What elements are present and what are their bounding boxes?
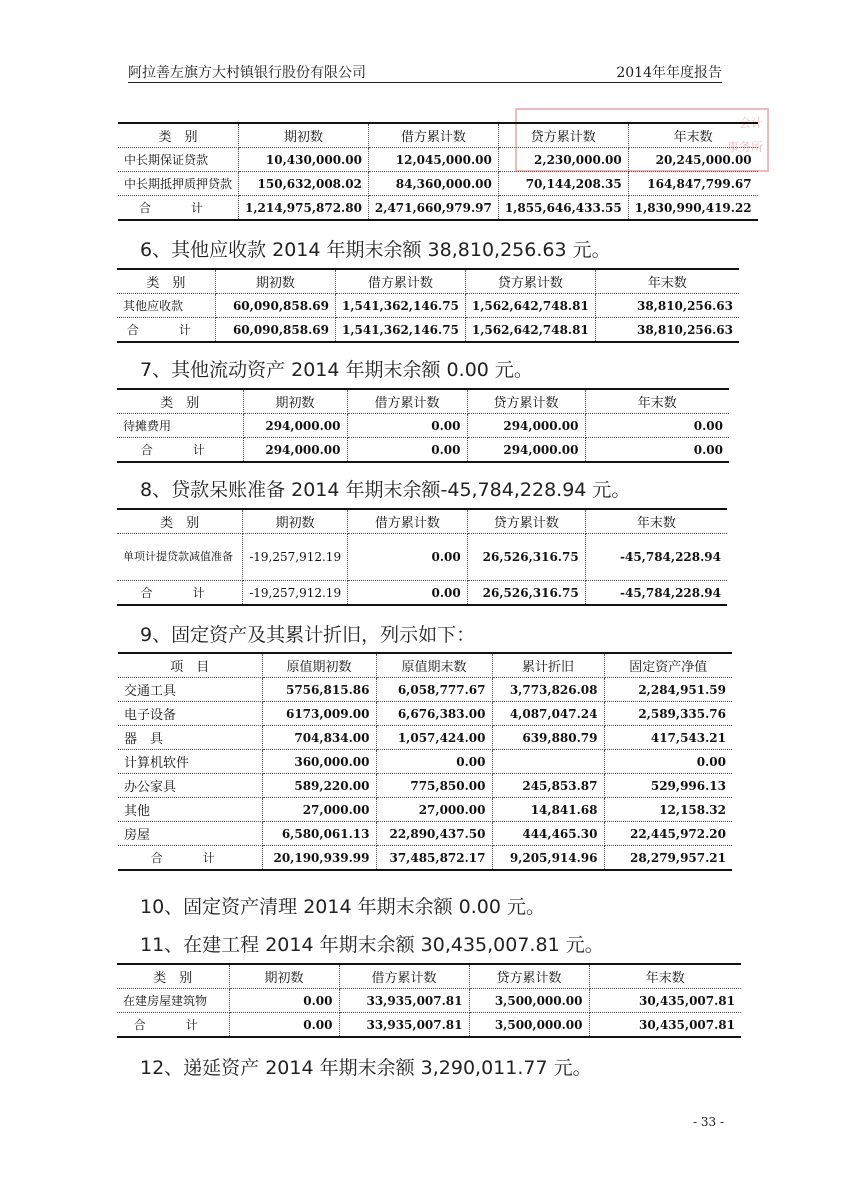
- row-label: 待摊费用: [117, 414, 243, 438]
- col-header: 贷方累计数: [467, 509, 585, 534]
- page-header: [128, 62, 722, 83]
- row-label: 电子设备: [118, 702, 262, 726]
- cell-value: 444,465.30: [492, 822, 604, 846]
- col-header: 类 别: [117, 509, 243, 534]
- total-value: 0.00: [347, 438, 467, 463]
- table-header-row: [117, 509, 727, 534]
- cell-value: -19,257,912.19: [243, 534, 348, 581]
- cell-value: 6,676,383.00: [376, 702, 492, 726]
- cell-value: 0.00: [229, 989, 339, 1013]
- section-11-heading: 11、在建工程 2014 年期末余额 30,435,007.81 元。: [140, 934, 604, 956]
- section-8-heading: 8、贷款呆账准备 2014 年期末余额-45,784,228.94 元。: [140, 479, 631, 501]
- row-label: 器 具: [118, 726, 262, 750]
- col-header: 年末数: [585, 509, 727, 534]
- total-value: 20,190,939.99: [262, 846, 376, 871]
- cell-value: 245,853.87: [492, 774, 604, 798]
- other-current-assets-table: [117, 388, 729, 463]
- row-label: 其他: [118, 798, 262, 822]
- cell-value: 1,541,362,146.75: [335, 294, 465, 318]
- col-header: 借方累计数: [368, 123, 498, 148]
- cell-value: 70,144,208.35: [498, 172, 628, 196]
- col-header: 贷方累计数: [467, 389, 585, 414]
- col-header: 借方累计数: [335, 269, 465, 294]
- row-label: 中长期保证贷款: [118, 148, 239, 172]
- row-label: 房屋: [118, 822, 262, 846]
- section-12-heading: 12、递延资产 2014 年期末余额 3,290,011.77 元。: [140, 1057, 592, 1079]
- loan-loss-provision-table: [117, 508, 727, 606]
- cell-value: 22,890,437.50: [376, 822, 492, 846]
- total-value: 1,541,362,146.75: [335, 318, 465, 343]
- total-value: 26,526,316.75: [467, 581, 585, 606]
- col-header: 原值期末数: [376, 653, 492, 678]
- stamp-line-1: 会计: [738, 116, 763, 130]
- cell-value: 150,632,008.02: [239, 172, 369, 196]
- total-value: 60,090,858.69: [215, 318, 335, 343]
- cell-value: 3,500,000.00: [469, 989, 589, 1013]
- col-header: 期初数: [243, 509, 348, 534]
- col-header: 年末数: [595, 269, 739, 294]
- cell-value: 417,543.21: [604, 726, 732, 750]
- total-value: -19,257,912.19: [243, 581, 348, 606]
- section-6-heading: 6、其他应收款 2014 年期末余额 38,810,256.63 元。: [140, 239, 611, 261]
- total-value: 33,935,007.81: [339, 1013, 469, 1038]
- col-header: 原值期初数: [262, 653, 376, 678]
- row-label: 在建房屋建筑物: [117, 989, 229, 1013]
- col-header: 期初数: [215, 269, 335, 294]
- table-row: [117, 414, 729, 438]
- row-label: 办公家具: [118, 774, 262, 798]
- total-value: 294,000.00: [467, 438, 585, 463]
- total-row: [117, 581, 727, 606]
- cell-value: 6,580,061.13: [262, 822, 376, 846]
- table-row: [118, 822, 732, 846]
- cell-value: 22,445,972.20: [604, 822, 732, 846]
- total-row: [117, 318, 739, 343]
- row-label: 交通工具: [118, 678, 262, 702]
- total-value: 0.00: [348, 581, 468, 606]
- total-value: 9,205,914.96: [492, 846, 604, 871]
- table-row: [118, 172, 758, 196]
- col-header: 期初数: [229, 964, 339, 989]
- cell-value: 704,834.00: [262, 726, 376, 750]
- col-header: 期初数: [239, 123, 369, 148]
- total-value: 1,214,975,872.80: [239, 196, 369, 221]
- total-label: 合 计: [117, 318, 215, 343]
- stamp-line-2: 事务所: [726, 140, 763, 154]
- cell-value: 27,000.00: [262, 798, 376, 822]
- table-header-row: [118, 653, 732, 678]
- section-9-heading: 9、固定资产及其累计折旧，列示如下：: [140, 624, 476, 646]
- page-number: - 33 -: [693, 1115, 725, 1129]
- col-header: 贷方累计数: [469, 964, 589, 989]
- row-label: 中长期抵押质押贷款: [118, 172, 239, 196]
- cell-value: 30,435,007.81: [589, 989, 741, 1013]
- report-title: 2014年年度报告: [616, 65, 722, 81]
- total-value: 37,485,872.17: [376, 846, 492, 871]
- other-receivables-table: [117, 268, 739, 343]
- fixed-assets-table: [118, 652, 732, 871]
- col-header: 贷方累计数: [465, 269, 595, 294]
- section-7-heading: 7、其他流动资产 2014 年期末余额 0.00 元。: [140, 359, 533, 381]
- total-value: 3,500,000.00: [469, 1013, 589, 1038]
- table-row: [118, 702, 732, 726]
- cell-value: 294,000.00: [243, 414, 347, 438]
- col-header: 贷方累计数: [498, 123, 628, 148]
- cell-value: 60,090,858.69: [215, 294, 335, 318]
- cell-value: 529,996.13: [604, 774, 732, 798]
- row-label: 单项计提贷款减值准备: [117, 534, 243, 581]
- table-row: [118, 726, 732, 750]
- table-row: [117, 294, 739, 318]
- cell-value: 360,000.00: [262, 750, 376, 774]
- col-header: 固定资产净值: [604, 653, 732, 678]
- table-row: [118, 798, 732, 822]
- col-header: 年末数: [585, 389, 729, 414]
- col-header: 期初数: [243, 389, 347, 414]
- cell-value: 775,850.00: [376, 774, 492, 798]
- cell-value: 14,841.68: [492, 798, 604, 822]
- cell-value: 1,057,424.00: [376, 726, 492, 750]
- col-header: 借方累计数: [347, 389, 467, 414]
- cell-value: 0.00: [376, 750, 492, 774]
- cell-value: 1,562,642,748.81: [465, 294, 595, 318]
- cell-value: 0.00: [604, 750, 732, 774]
- loans-table: [118, 122, 758, 221]
- total-row: [118, 196, 758, 221]
- cell-value: 639,880.79: [492, 726, 604, 750]
- total-value: 1,830,990,419.22: [628, 196, 757, 221]
- cell-value: 10,430,000.00: [239, 148, 369, 172]
- cell-value: 27,000.00: [376, 798, 492, 822]
- cell-value: 84,360,000.00: [368, 172, 498, 196]
- col-header: 类 别: [117, 389, 243, 414]
- company-name: 阿拉善左旗方大村镇银行股份有限公司: [128, 65, 366, 81]
- col-header: 年末数: [628, 123, 757, 148]
- cell-value: 6,058,777.67: [376, 678, 492, 702]
- table-header-row: [118, 123, 758, 148]
- total-label: 合 计: [117, 1013, 229, 1038]
- table-row: [117, 989, 741, 1013]
- cell-value: 589,220.00: [262, 774, 376, 798]
- cell-value: -45,784,228.94: [585, 534, 727, 581]
- cell-value: 33,935,007.81: [339, 989, 469, 1013]
- cell-value: 164,847,799.67: [628, 172, 757, 196]
- total-value: 0.00: [229, 1013, 339, 1038]
- table-row: [118, 678, 732, 702]
- col-header: 年末数: [589, 964, 741, 989]
- col-header: 项 目: [118, 653, 262, 678]
- table-header-row: [117, 389, 729, 414]
- cell-value: 2,230,000.00: [498, 148, 628, 172]
- cell-value: 294,000.00: [467, 414, 585, 438]
- cell-value: 0.00: [347, 414, 467, 438]
- total-value: 38,810,256.63: [595, 318, 739, 343]
- total-value: -45,784,228.94: [585, 581, 727, 606]
- table-row: [118, 774, 732, 798]
- total-row: [117, 438, 729, 463]
- cell-value: 12,045,000.00: [368, 148, 498, 172]
- total-label: 合 计: [117, 438, 243, 463]
- col-header: 类 别: [118, 123, 239, 148]
- cell-value: 5756,815.86: [262, 678, 376, 702]
- cell-value: [492, 750, 604, 774]
- cell-value: 20,245,000.00: [628, 148, 757, 172]
- cell-value: 0.00: [348, 534, 468, 581]
- total-value: 2,471,660,979.97: [368, 196, 498, 221]
- cell-value: 0.00: [585, 414, 729, 438]
- cell-value: 38,810,256.63: [595, 294, 739, 318]
- total-value: 0.00: [585, 438, 729, 463]
- total-value: 1,562,642,748.81: [465, 318, 595, 343]
- table-row: [118, 148, 758, 172]
- cell-value: 3,773,826.08: [492, 678, 604, 702]
- construction-in-progress-table: [117, 963, 741, 1038]
- row-label: 其他应收款: [117, 294, 215, 318]
- table-header-row: [117, 964, 741, 989]
- col-header: 类 别: [117, 964, 229, 989]
- cell-value: 26,526,316.75: [467, 534, 585, 581]
- total-label: 合 计: [117, 581, 243, 606]
- col-header: 累计折旧: [492, 653, 604, 678]
- cell-value: 6173,009.00: [262, 702, 376, 726]
- total-label: 合 计: [118, 846, 262, 871]
- total-value: 1,855,646,433.55: [498, 196, 628, 221]
- cell-value: 12,158.32: [604, 798, 732, 822]
- total-row: [117, 1013, 741, 1038]
- col-header: 借方累计数: [348, 509, 468, 534]
- total-value: 28,279,957.21: [604, 846, 732, 871]
- total-label: 合 计: [118, 196, 239, 221]
- col-header: 借方累计数: [339, 964, 469, 989]
- section-10-heading: 10、固定资产清理 2014 年期末余额 0.00 元。: [140, 896, 545, 918]
- cell-value: 2,589,335.76: [604, 702, 732, 726]
- table-row: [117, 534, 727, 581]
- col-header: 类 别: [117, 269, 215, 294]
- table-row: [118, 750, 732, 774]
- cell-value: 2,284,951.59: [604, 678, 732, 702]
- row-label: 计算机软件: [118, 750, 262, 774]
- total-value: 30,435,007.81: [589, 1013, 741, 1038]
- cell-value: 4,087,047.24: [492, 702, 604, 726]
- total-row: [118, 846, 732, 871]
- total-value: 294,000.00: [243, 438, 347, 463]
- table-header-row: [117, 269, 739, 294]
